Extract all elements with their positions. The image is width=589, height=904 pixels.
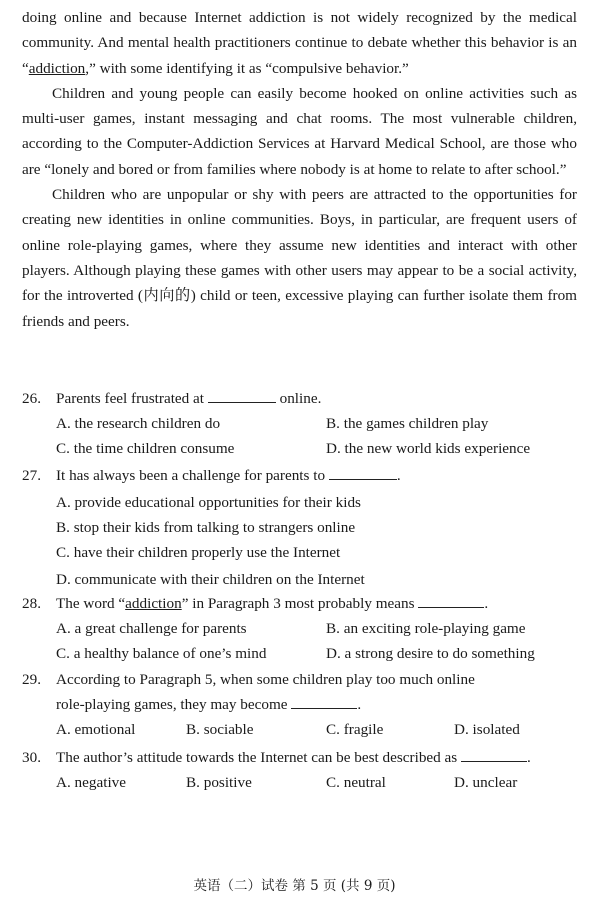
underlined-word-addiction: addiction: [28, 59, 86, 77]
option-a: A. negative: [56, 774, 127, 791]
option-a: A. a great challenge for parents: [56, 620, 247, 637]
passage-paragraph-3: Children who are unpopular or shy with peers are attracted to the opportunities for creating new identities in online communities. Boys, in particular, are frequent users of online role-playing games, where they assume new identities and interact with other players. Although playing these games with other users may appear to be a social activity, for the introverted (内向的) child or teen, excessive playing can further isolate them from friends and peers.: [22, 186, 577, 330]
option-a: A. the research children do: [56, 415, 221, 432]
question-number: 28.: [22, 595, 41, 612]
option-b: B. an exciting role-playing game: [326, 620, 526, 637]
option-b: B. positive: [186, 774, 252, 791]
option-c: C. the time children consume: [56, 440, 235, 457]
question-stem: 28. The word “addiction” in Paragraph 3 most probably means .: [22, 591, 577, 616]
question-26: [22, 386, 577, 461]
page-footer: 英语（二）试卷 第 5 页 (共 9 页): [193, 878, 396, 894]
option-d: D. unclear: [454, 774, 518, 791]
option-d: D. communicate with their children on the Internet: [56, 571, 365, 588]
question-28: [22, 591, 577, 666]
option-a: A. emotional: [56, 721, 136, 738]
option-c: C. fragile: [326, 721, 384, 738]
question-number: 29.: [22, 671, 41, 688]
question-stem: 27. It has always been a challenge for parents to .: [22, 463, 577, 488]
passage-paragraph-1: doing online and because Internet addiction is not widely recognized by the medical community. And mental health practitioners continue to debate whether this behavior is an “addiction,” with some identifying it as “compulsive behavior.”: [22, 9, 577, 77]
option-b: B. the games children play: [326, 415, 489, 432]
answer-blank: [291, 694, 357, 709]
question-stem: 26. Parents feel frustrated at online.: [22, 386, 577, 411]
underlined-word-addiction: addiction: [125, 595, 182, 612]
answer-blank: [418, 593, 484, 608]
option-c: C. neutral: [326, 774, 386, 791]
option-d: D. isolated: [454, 721, 520, 738]
option-d: D. a strong desire to do something: [326, 645, 535, 662]
question-29: 29. According to Paragraph 5, when some children play too much online role-playing games, they may become . A. emotional B. sociable C. fragile D. isolated: [22, 667, 577, 742]
question-stem: 29. According to Paragraph 5, when some children play too much online: [22, 667, 577, 692]
option-c: C. a healthy balance of one’s mind: [56, 645, 267, 662]
option-b: B. sociable: [186, 721, 254, 738]
question-27: [22, 463, 577, 592]
question-stem: 30. The author’s attitude towards the Internet can be best described as .: [22, 745, 577, 770]
question-number: 27.: [22, 467, 41, 484]
answer-blank: [208, 388, 276, 403]
answer-blank: [461, 747, 527, 762]
option-c: C. have their children properly use the Internet: [56, 544, 341, 561]
question-number: 30.: [22, 749, 41, 766]
passage-text: [22, 5, 577, 334]
option-b: B. stop their kids from talking to strangers online: [56, 519, 356, 536]
question-number: 26.: [22, 390, 41, 407]
option-d: D. the new world kids experience: [326, 440, 531, 457]
option-a: A. provide educational opportunities for their kids: [56, 494, 361, 511]
question-30: [22, 745, 577, 795]
passage-paragraph-2: Children and young people can easily become hooked on online activities such as multi-user games, instant messaging and chat rooms. The most vulnerable children, according to the Computer-Addiction Services at Harvard Medical School, are those who are “lonely and bored or from families where nobody is at home to relate to after school.”: [22, 84, 577, 178]
answer-blank: [329, 465, 397, 480]
